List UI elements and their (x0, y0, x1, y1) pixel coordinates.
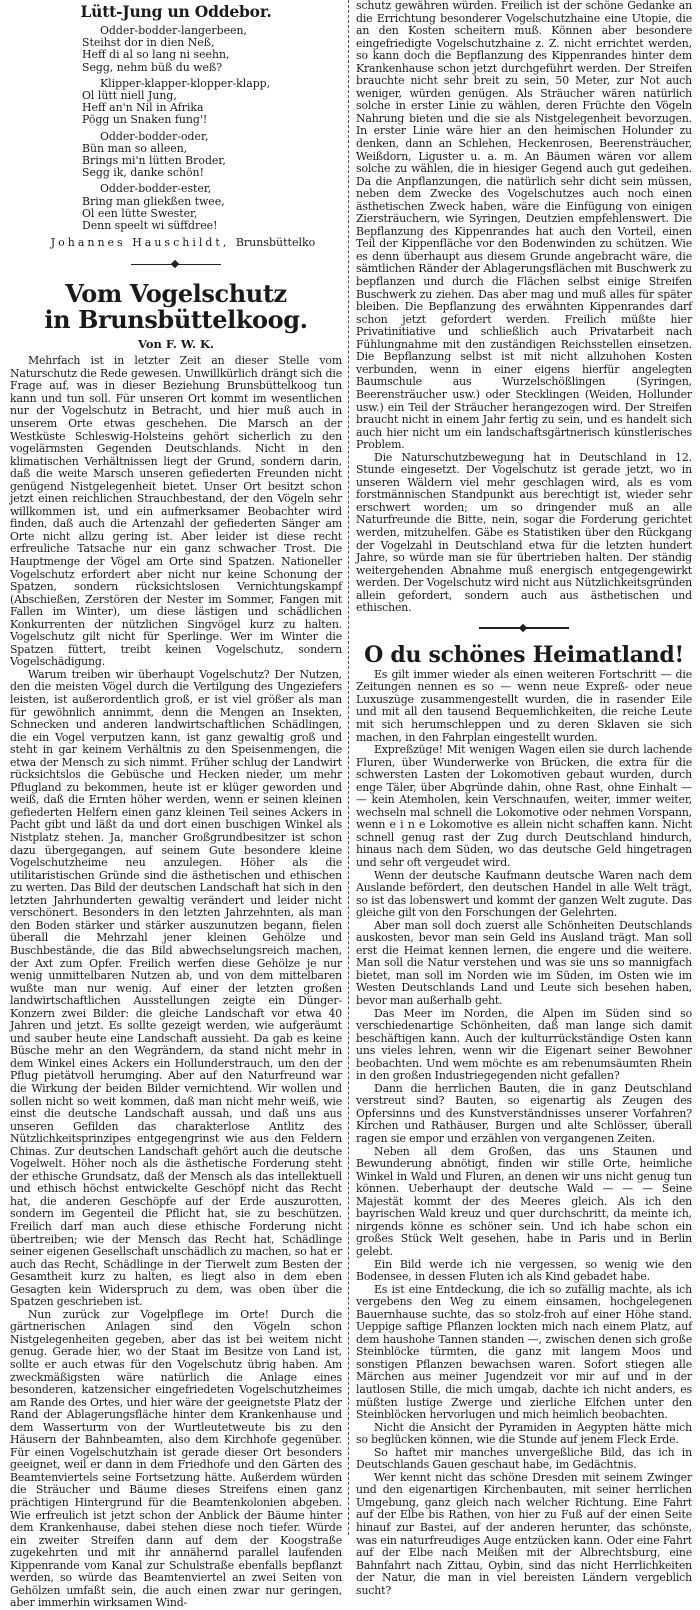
poem-stanza (82, 183, 342, 232)
poem-line: Segg ik, danke schön! (82, 166, 204, 180)
column-divider (348, 0, 350, 1535)
poem-line: Heff an'n Nil in Afrika (82, 101, 204, 115)
ornament-divider (131, 261, 221, 267)
paragraph: Expreßzüge! Mit wenigen Wagen eilen sie durch lachende Fluren, über Wunderwerke von Brücken, die extra für die schwersten Lasten der Lokomotiven gebaut wurden, durch enge Täler, über Abgründe dahin, ohne Rast, ohne Einhalt — — kein Atemholen, kein Verschnaufen, weiter, immer weiter, wechseln mal schnell die Lokomotive oder nehmen Vorspann, wenn e i n e Lokomotive es allein nicht schaffen kann. Nicht schnell genug rast der Zug durch Deutschland hindurch, hinaus nach dem Süden, wo das deutsche Geld hingetragen und sehr oft vergeudet wird. (356, 743, 692, 869)
paragraph: Das Meer im Norden, die Alpen im Süden sind so verschiedenartige Schönheiten, daß man lange sich damit beschäftigen kann. Auch der kulturrückständige Osten kann uns vieles lehren, wenn wir die Eigenart seiner Bewohner beobachten. Und wem möchte es am rebenumsäumten Rhein in den großen Industriegegenden nicht gefallen? (356, 1006, 692, 1083)
author-place: Brunsbüttelko (235, 236, 316, 250)
paragraph: Wer kennt nicht das schöne Dresden mit seinem Zwinger und den eigenartigen Kirchenbauten, mit seiner herrlichen Umgebung, ganz gleich nach welcher Richtung. Eine Fahrt auf der Elbe bis Rathen, von hier zu Fuß auf der einen Seite hinauf zur Bastei, auf der anderen herunter, das schönste, was ein naturfreudiges Auge entzücken kann. Oder eine Fahrt auf der Elbe nach Meißen mit der Albrechtsburg, eine Bahnfahrt nach Zittau, Oybin, sind das nicht Herrlichkeiten der Natur, die man in viel bereisten Ländern vergeblich sucht? (356, 1470, 692, 1597)
paragraph: Es ist eine Entdeckung, die ich so zufällig machte, als ich vergebens den Weg zu einem einsamen, hochgelegenen Bauernhause suchte, das so stolz-froh auf einer Höhe stand. Ueppige saftige Pflanzen lockten mich nach einem Platz, auf dem haushohe Tannen standen —, zwischen denen sich große Steinblöcke türmten, die ganz mit langem Moos und sonstigen Pflanzen bewachsen waren. Sofort stiegen alle Märchen aus meiner Jugendzeit vor mir auf und in der lautlosen Stille, die mich umgab, dachte ich nicht anders, es müßten lustige Zwerge und zierliche Elfchen unter den Steinblöcken hervorlugen und mich heimlich beobachten. (356, 1282, 692, 1422)
poem-line: Heff di al so lang ni seehn, (82, 48, 230, 62)
article-body-continued (356, 0, 692, 615)
poem-line: Brings mi'n lütten Broder, (82, 154, 226, 168)
ornament-divider (479, 625, 569, 631)
paragraph: Aber man soll doch zuerst alle Schönheiten Deutschlands auskosten, bevor man sein Geld ins Ausland trägt. Man soll erst die Heimat kennen lernen, die engere und die weitere. Man soll die Natur verstehen und was sie uns so mannigfach bietet, man soll im Norden wie im Süden, im Osten wie im Westen Deutschlands Land und Leute sich besehen haben, bevor man außerhalb geht. (356, 918, 692, 1008)
poem-stanza (82, 131, 342, 180)
article-title (10, 281, 342, 333)
paragraph: Ein Bild werde ich nie vergessen, so wenig wie den Bodensee, in dessen Fluten ich als Kind gebadet habe. (356, 1257, 692, 1284)
poem-stanza (82, 78, 342, 127)
article-title-line: in Brunsbüttelkoog. (44, 305, 308, 335)
left-column (10, 0, 342, 1610)
poem-line: Klipper-klapper-klopper-klapp, (100, 76, 271, 90)
poem-author (10, 236, 342, 249)
author-name: Johannes Hauschildt, (50, 236, 230, 250)
paragraph: Neben all dem Großen, das uns Staunen und Bewunderung abnötigt, finden wir stille Orte, heimliche Winkel in Wald und Fluren, an denen wir uns nicht genug tun können. Ueberhaupt der deutsche Wald — — — Seine Majestät kommt der des Meeres gleich. Als ich den bayrischen Wald kreuz und quer durchschritt, da meinte ich, nirgends könne es schöner sein. Und ich habe schon ein großes Stück Welt gesehen, habe in Paris und in Berlin gelebt. (356, 1144, 692, 1258)
poem-line: Odder-bodder-ester, (100, 182, 212, 196)
paragraph: Mehrfach ist in letzter Zeit an dieser Stelle vom Naturschutz die Rede gewesen. Unwillkürlich drängt sich die Frage auf, was in dieser Beziehung Brunsbüttelkoog tun kann und tun soll. Für unseren Ort kommt im wesentlichen nur der Vogelschutz in Betracht, und hier muß auch in unserem Orte etwas geschehen. Die Marsch an der Westküste Schleswig-Holsteins gehört sicherlich zu den vogelärmsten Gegenden Deutschlands. Nicht in den klimatischen Verhältnissen liegt der Grund, sondern darin, daß die weite Marsch unseren gefiederten Freunden nicht genügend Nistgelegenheit bietet. Unser Ort besitzt schon jetzt einen reichlichen Strauchbestand, der den Vögeln sehr willkommen ist, und ein aufmerksamer Beobachter wird finden, daß auch die Artenzahl der gefiederten Sänger am Orte nicht allzu gering ist. Aber leider ist diese recht erfreuliche Tatsache nur ein ganz schwacher Trost. Die Hauptmenge der Vögel am Orte sind Spatzen. Nationeller Vogelschutz erfordert aber nicht nur keine Schonung der Spatzen, sondern rücksichtslosen Vernichtungskampf (Abschießen, Zerstören der Nester im Sommer, Fangen mit Fallen im Winter), um diese lästigen und schädlichen Konkurrenten der nützlichen Singvögel kurz zu halten. Vogelschutz gilt nicht für Sperlinge. Wer im Winter die Spatzen füttert, treibt keinen Vogelschutz, sondern Vogelschädigung. (10, 354, 342, 669)
paragraph: Nun zurück zur Vogelpflege im Orte! Durch die gärtnerischen Anlagen sind den Vögeln schon Nistgelegenheiten gegeben, aber das ist bei weitem nicht genug. Gerade hier, wo der Staat im Besitze von Land ist, sollte er auch etwas für den Vogelschutz übrig haben. Am zweckmäßigsten wäre natürlich die Anlage eines besonderen, katzensicher eingefriedeten Vogelschutzheimes am Rande des Ortes, und hier wäre der geeignetste Platz der Rand der Ablagerungsfläche hinter dem Krankenhause und dem Wasserturm von der Wurtleutetweute bis zu den Häusern der Bahnbeamten, also dem Kirchhofe gegenüber. Für einen Vogelschutzhain ist gerade dieser Ort besonders geeignet, weil er dann in dem Friedhofe und den Gärten des Beamtenviertels seine Fortsetzung hätte. Außerdem würden die Sträucher und Bäume dieses Streifens einen ganz prächtigen Hintergrund für die Beamtenkolonien abgeben. Wie erfreulich ist jetzt schon der Anblick der Bäume hinter dem Krankenhause, dabei stehen diese noch tiefer. Würde ein zweiter Streifen dann auf dem der Koogstraße zugekehrten und mit ihr annähernd parallel laufenden Kippenrande vom Kanal zur Schulstraße ebenfalls bepflanzt werden, so würde das Beamtenviertel an zwei Seiten von Gehölzen umfaßt sein, die auch einen zwar nur geringen, aber immerhin wirksamen Wind- (10, 1307, 342, 1610)
poem-line: Odder-bodder-oder, (100, 129, 209, 143)
poem-line: Bring man gliekßen twee, (82, 194, 225, 208)
paragraph: Die Naturschutzbewegung hat in Deutschland in 12. Stunde eingesetzt. Der Vogelschutz ist gerade jetzt, wo in unseren Wäldern viel mehr geschlagen wird, als es vom forstmännischen Standpunkt aus berechtigt ist, wieder sehr erschwert worden; um so dringender muß an alle Naturfreunde die Bitte, nein, sogar die Forderung gerichtet werden, mitzuhelfen. Gäbe es Statistiken über den Rückgang der Vogelzahl in Deutschland etwa für die letzten hundert Jahre, so würde man sie für übertrieben halten. Der ständig weitergehenden Abnahme muß energisch entgegengewirkt werden. Der Vogelschutz wird nicht aus Nützlichkeitsgründen allein gefordert, sondern auch aus ästhetischen und ethischen. (356, 450, 692, 615)
poem-line: Denn speelt wi süffdree! (82, 219, 218, 233)
paragraph: Es gilt immer wieder als einen weiteren Fortschritt — die Zeitungen nennen es so — wenn neue Expreß- oder neue Luxuszüge zusammengestellt wurden, die in rasender Eile und mit all den tausend Bequemlichkeiten, die reiche Leute mit sich herumschleppen und zu deren Sklaven sie sich machen, in den Fahrplan eingestellt wurden. (356, 667, 692, 744)
paragraph: Nicht die Ansicht der Pyramiden in Aegypten hätte mich so beglücken können, wie die Stunde auf jenem Fleck Erde. (356, 1420, 692, 1447)
paragraph: Wenn der deutsche Kaufmann deutsche Waren nach dem Auslande befördert, den deutschen Handel in alle Welt trägt, so ist das lobenswert und kommt der ganzen Welt zugute. Das gleiche gilt von den Forschungen der Gelehrten. (356, 868, 692, 920)
byline: Von F. W. K. (137, 337, 215, 352)
poem-stanza (82, 25, 342, 74)
poem-line: Steihst dor in dien Neß, (82, 36, 215, 50)
paragraph: So haftet mir manches unvergeßliche Bild, das ich in Deutschlands Gauen geschaut habe, im Gedächtnis. (356, 1445, 692, 1472)
right-column (356, 0, 692, 1597)
poem-title: Lütt-Jung un Oddebor. (80, 2, 272, 21)
poem-line: Segg, nehm büß du weß? (82, 60, 223, 74)
poem-line: Bün man so alleen, (82, 141, 188, 155)
poem (82, 25, 342, 232)
paragraph: schutz gewähren würden. Freilich ist der schöne Gedanke an die Errichtung besonderer Vogelschutzhaine eine Utopie, die an den Kosten scheitern muß. Können aber besondere eingefriedigte Vogelschutzhaine z. Z. nicht errichtet werden, so kann doch die Bepflanzung des Kippenrandes hinter dem Krankenhause schon jetzt durchgeführt werden. Der Streifen brauchte nicht sehr breit zu sein, 50 Meter, zur Not auch weniger, würden genügen. Als Sträucher wären natürlich solche in erster Linie zu wählen, deren Früchte den Vögeln Nahrung bieten und die sie als Nistgelegenheit bevorzugen. In erster Linie wäre hier an den heimischen Holunder zu denken, dann an Schlehen, Heckenrosen, Beerensträucher, Weißdorn, Liguster u. a. m. An Bäumen wären vor allem solche zu wählen, die in hiesiger Gegend auch gut gedeihen. Da die Anpflanzungen, die natürlich sehr dicht sein müssen, neben dem Zwecke des Vogelschutzes auch noch einen ästhetischen Zweck haben, wäre die Einfügung von einigen Ziersträuchern, wie Syringen, Deutzien empfehlenswert. Die Bepflanzung des Kippenrandes hat auch den Vorteil, einen Teil der Kippenfläche vor den Bodenwinden zu schützen. Wie es denn überhaupt aus diesem Grunde angebracht wäre, die sämtlichen Ränder der Ablagerungsflächen mit Buschwerk zu bepflanzen und durch die Flächen selbst einige Streifen Buschwerk zu ziehen. Das aber mag und muß alles für später bleiben. Die Bepflanzung des erwähnten Kippenrandes darf schon jetzt gefordert werden. Freilich müßte hier Privatinitiative und schließlich auch Privatarbeit nach Fühlungnahme mit den zuständigen Reichsstellen einsetzen. Die Bepflanzung selbst ist mit nicht allzuhohen Kosten verbunden, wenn in einer eigens hierfür angelegten Baumschule aus Wurzelschößlingen (Syringen, Beerensträucher usw.) oder Stecklingen (Weiden, Hollunder usw.) ein Teil der Sträucher herangezogen wird. Der Streifen braucht nicht in einem Jahr fertig zu sein, und es handelt sich auch hier nicht um ein landschaftsgärtnerisch künstlerisches Problem. (356, 0, 692, 452)
article-body (356, 669, 692, 1597)
article-title-line: Vom Vogelschutz (65, 279, 287, 309)
poem-line: Ol lütt niell Jung, (82, 89, 177, 103)
poem-line: Pögg un Snaken fung'! (82, 113, 208, 127)
article-body (10, 355, 342, 1610)
poem-line: Odder-bodder-langerbeen, (100, 24, 247, 37)
poem-line: Ol een lütte Swester, (82, 206, 198, 220)
paragraph: Dann die herrlichen Bauten, die in ganz Deutschland verstreut sind? Bauten, so eigenartig als Zeugen des Opfersinns und des Kunstverständnisses unserer Vorfahren? Kirchen und Rathäuser, Burgen und alte Schlösser, überall ragen sie empor und erzählen von vergangenen Zeiten. (356, 1081, 692, 1146)
paragraph: Warum treiben wir überhaupt Vogelschutz? Der Nutzen, den die meisten Vögel durch die Vertilgung des Ungeziefers leisten, ist außerordentlich groß, er ist viel größer als man für gewöhnlich annimmt, denn die Mengen an Insekten, Schnecken und anderen landwirtschaftlichen Schädlingen, die ein Vogel verputzen kann, ist ganz gewaltig groß und steht in gar keinem Verhältnis zu den Speisenmengen, die etwa der Mensch zu sich nimmt. Früher schlug der Landwirt rücksichtslos die Gebüsche und Hecken nieder, um mehr Pflugland zu bekommen, heute ist er klüger geworden und weiß, daß die Ernten höher werden, wenn er seinen kleinen gefiederten Helfern einen ganz kleinen Teil seines Ackers in Pacht gibt und läßt da und dort einen buschigen Winkel als Nistplatz stehen. Ja, mancher Großgrundbesitzer ist schon dazu übergegangen, auf seinem Gute besondere kleine Vogelschutzheime neu anzulegen. Höher als die utilitaristischen Gründe sind die ästhetischen und ethischen zu werten. Das Bild der deutschen Landschaft hat sich in den letzten Jahrhunderten gewaltig verändert und leider nicht verschönert. Besonders in den letzten Jahrzehnten, als man den Boden stärker und stärker auszunutzen begann, fielen überall die Mehrzahl jener kleinen Gehölze und Buschbestände, die das Bild abwechselungsreich machen, der Axt zum Opfer. Freilich werfen diese Gehölze je nur wenig unmittelbaren Nutzen ab, und von dem mittelbaren wußte man nur wenig. Auf einer der letzten großen landwirtschaftlichen Ausstellungen zeigte ein Dünger-Konzern zwei Bilder: die gleiche Landschaft vor etwa 40 Jahren und jetzt. Es sollte gezeigt werden, wie aufgeräumt und sauber heute eine Landschaft aussieht. Da gab es keine Büsche mehr an den Wegrändern, da stand nicht mehr in dem Winkel eines Ackers ein Hollunderstrauch, um den der Pflug pietätvoll herumging. Aber auf den Naturfreund war die Wirkung der beiden Bilder vernichtend. Wir wollen und sollen nicht so weit kommen, daß man nicht mehr weiß, wie einst die deutsche Landschaft aussah, und daß uns aus unseren Gefilden das charakterlose Antlitz des Nützlichkeitsprinzipes entgegengrinst wie aus den Feldern Chinas. Zur deutschen Landschaft gehört auch die deutsche Vogelwelt. Höher noch als die ästhetische Forderung steht der ethische Grundsatz, daß der Mensch als das intellektuell und ethisch höchst entwickelte Geschöpf nicht das Recht hat, die anderen Geschöpfe auf der Erde auszurotten, sondern im Gegenteil die Pflicht hat, sie zu beschützen. Freilich darf man auch diese ethische Forderung nicht übertreiben; wie der Mensch das Recht hat, Schädlinge seiner eigenen Gesellschaft unschädlich zu machen, so hat er auch das Recht, Schädlinge in der Tierwelt zum Besten der Gesamtheit kurz zu halten, es liegt also in dem eben Gesagten kein Widerspruch zu dem, was oben über die Spatzen geschrieben ist. (10, 667, 343, 1309)
article-title: O du schönes Heimatland! (364, 641, 684, 668)
